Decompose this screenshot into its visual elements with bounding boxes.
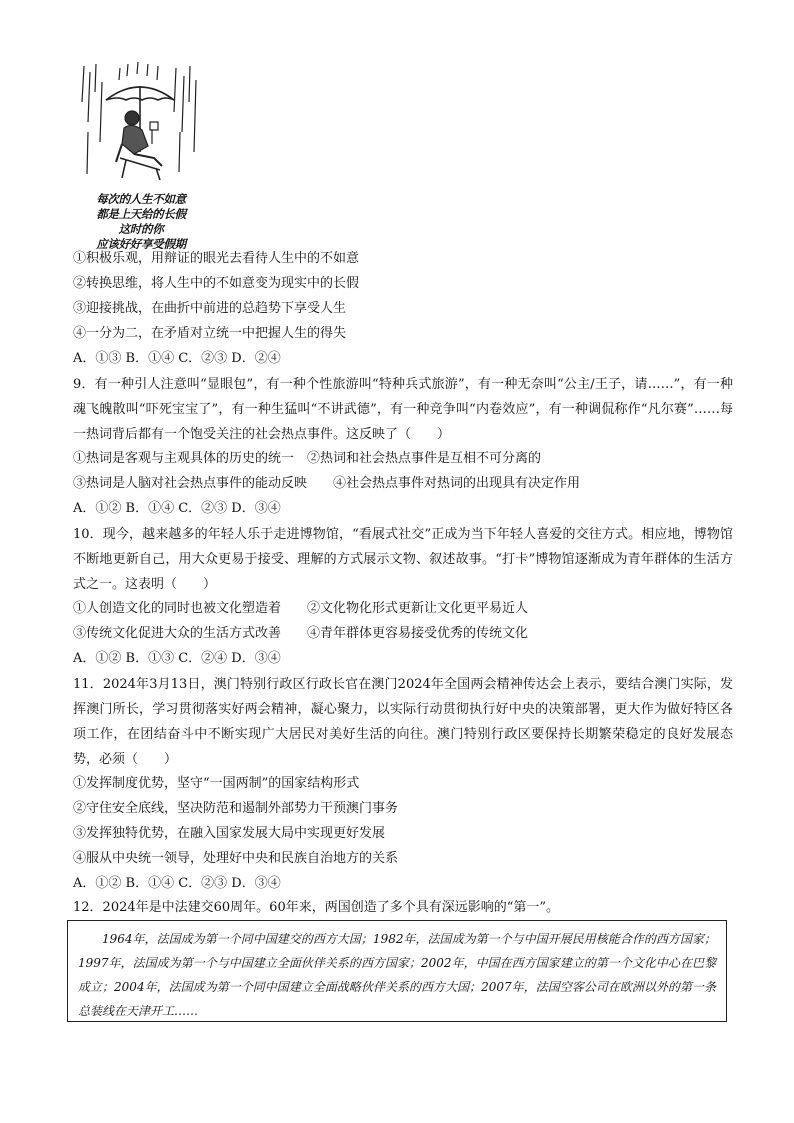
- q10-stem: 10．现今，越来越多的年轻人乐于走进博物馆，“看展式社交”正成为当下年轻人喜爱的交往方式。相应地，博物馆不断地更新自己，用大众更易于接受、理解的方式展示文物、叙述故事。“打卡”博物馆逐渐成为青年群体的生活方式之一。这表明（ ）: [73, 527, 733, 592]
- caption-line: 都是上天给的长假: [96, 207, 186, 221]
- caption-line: 这时的你: [118, 222, 164, 236]
- q11-option-4: ④服从中央统一领导，处理好中央和民族自治地方的关系: [73, 851, 399, 866]
- q12-material-box: 1964年，法国成为第一个同中国建交的西方大国；1982年，法国成为第一个与中国开展民用核能合作的西方国家；1997年，法国成为第一个与中国建立全面伙伴关系的西方国家；2002年，中国在西方国家建立的第一个文化中心在巴黎成立；2004年，法国成为第一个同中国建立全面战略伙伴关系的西方大国；2007年，法国空客公司在欧洲以外的第一条总装线在天津开工……: [67, 920, 727, 1022]
- q12-stem: 12．2024年是中法建交60周年。60年来，两国创造了多个具有深远影响的“第一”。: [73, 900, 560, 915]
- q8-option-1: ①积极乐观，用辩证的眼光去看待人生中的不如意: [73, 251, 360, 266]
- q8-answer-choices: A．①③ B．①④ C．②③ D．②④: [73, 351, 281, 366]
- q9-options-row-1: ①热词是客观与主观具体的历史的统一 ②热词和社会热点事件是互相不可分离的: [73, 451, 542, 466]
- q11-option-1: ①发挥制度优势，坚守“一国两制”的国家结构形式: [73, 776, 360, 791]
- q10-answer-choices: A．①② B．①③ C．②④ D．③④: [73, 651, 281, 666]
- q8-option-4: ④一分为二，在矛盾对立统一中把握人生的得失: [73, 326, 347, 341]
- q9-answer-choices: A．①② B．①④ C．②③ D．③④: [73, 501, 281, 516]
- caption-line: 每次的人生不如意: [96, 192, 186, 206]
- q9-stem: 9．有一种引人注意叫“显眼包”，有一种个性旅游叫“特种兵式旅游”，有一种无奈叫“公主/王子，请……”，有一种魂飞魄散叫“吓死宝宝了”，有一种生猛叫“不讲武德”，有一种竞争叫“内卷效应”，有一种调侃称作“凡尔赛”……每一热词背后都有一个饱受关注的社会热点事件。这反映了（ ）: [73, 377, 733, 442]
- rain-umbrella-drawing: [76, 62, 206, 192]
- comic-caption: [76, 192, 206, 252]
- q9-options-row-2: ③热词是人脑对社会热点事件的能动反映 ④社会热点事件对热词的出现具有决定作用: [73, 476, 581, 491]
- q11-stem: 11．2024年3月13日，澳门特别行政区行政长官在澳门2024年全国两会精神传达会上表示，要结合澳门实际，发挥澳门所长，学习贯彻落实好两会精神，凝心聚力，以实际行动贯彻执行好中央的决策部署，更大作为做好特区各项工作，在团结奋斗中不断实现广大居民对美好生活的向往。澳门特别行政区要保持长期繁荣稳定的良好发展态势，必须（ ）: [73, 677, 733, 767]
- q11-answer-choices: A．①② B．①④ C．②③ D．③④: [73, 876, 281, 891]
- q11-option-2: ②守住安全底线，坚决防范和遏制外部势力干预澳门事务: [73, 801, 399, 816]
- q8-option-3: ③迎接挑战，在曲折中前进的总趋势下享受人生: [73, 301, 347, 316]
- q11-option-3: ③发挥独特优势，在融入国家发展大局中实现更好发展: [73, 826, 386, 841]
- comic-illustration: [76, 62, 206, 251]
- q8-option-2: ②转换思维，将人生中的不如意变为现实中的长假: [73, 276, 360, 291]
- caption-line: 应该好好享受假期: [96, 237, 186, 251]
- q10-options-row-2: ③传统文化促进大众的生活方式改善 ④青年群体更容易接受优秀的传统文化: [73, 626, 529, 641]
- q10-options-row-1: ①人创造文化的同时也被文化塑造着 ②文化物化形式更新让文化更平易近人: [73, 601, 529, 616]
